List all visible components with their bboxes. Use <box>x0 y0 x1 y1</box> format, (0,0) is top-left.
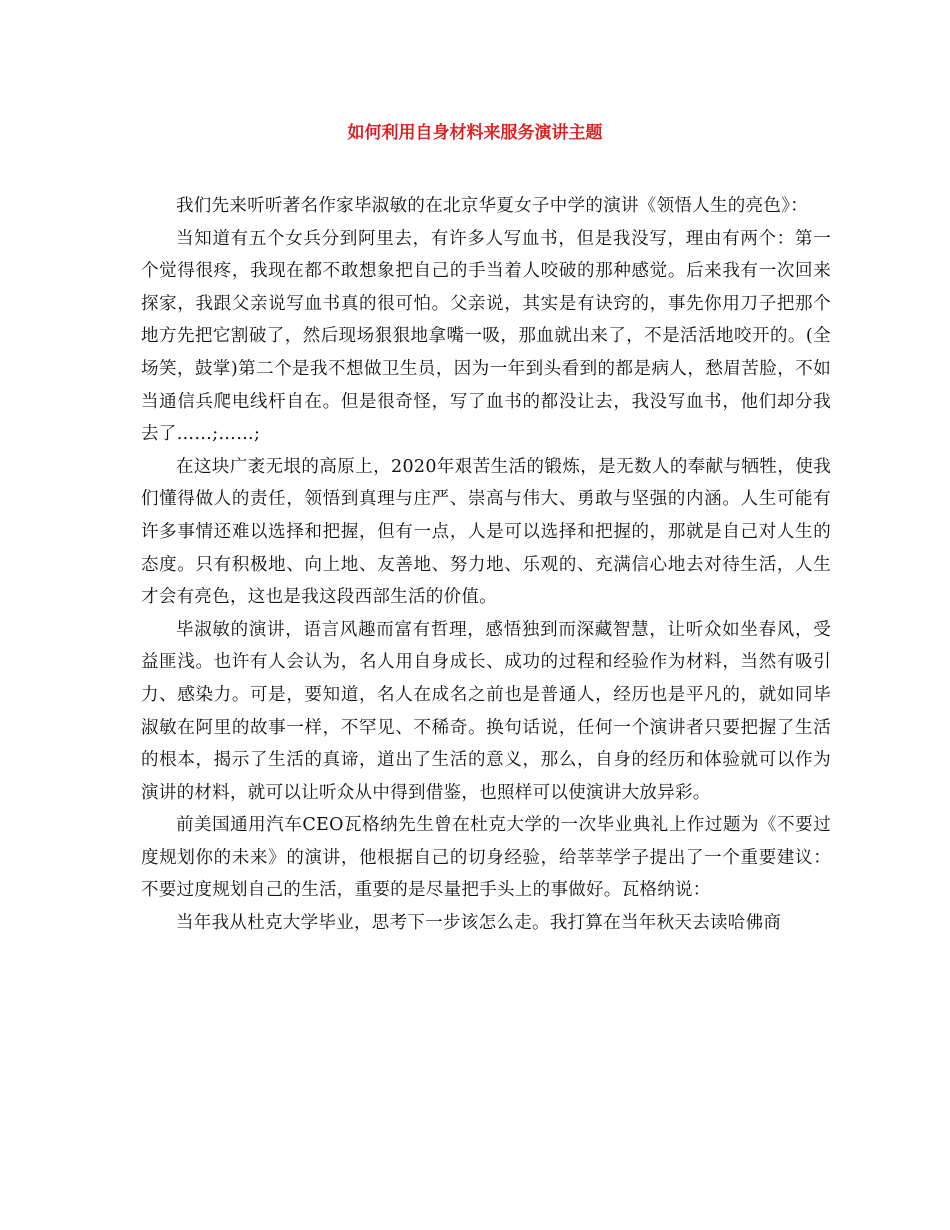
document-body <box>141 190 831 940</box>
paragraph: 前美国通用汽车CEO瓦格纳先生曾在杜克大学的一次毕业典礼上作过题为《不要过度规划你的未来》的演讲，他根据自己的切身经验，给莘莘学子提出了一个重要建议：不要过度规划自己的生活，重要的是尽量把手头上的事做好。瓦格纳说： <box>141 815 831 901</box>
paragraph: 当知道有五个女兵分到阿里去，有许多人写血书，但是我没写，理由有两个：第一个觉得很疼，我现在都不敢想象把自己的手当着人咬破的那种感觉。后来我有一次回来探家，我跟父亲说写血书真的很可怕。父亲说，其实是有诀窍的，事先你用刀子把那个地方先把它割破了，然后现场狠狠地拿嘴一吸，那血就出来了，不是活活地咬开的。(全场笑，鼓掌)第二个是我不想做卫生员，因为一年到头看到的都是病人，愁眉苦脸，不如当通信兵爬电线杆自在。但是很奇怪，写了血书的都没让去，我没写血书，他们却分我去了……;……; <box>141 228 831 445</box>
paragraph: 在这块广袤无垠的高原上，2020年艰苦生活的锻炼，是无数人的奉献与牺牲，使我们懂得做人的责任，领悟到真理与庄严、崇高与伟大、勇敢与坚强的内涵。人生可能有许多事情还难以选择和把握，但有一点，人是可以选择和把握的，那就是自己对人生的态度。只有积极地、向上地、友善地、努力地、乐观的、充满信心地去对待生活，人生才会有亮色，这也是我这段西部生活的价值。 <box>141 456 831 608</box>
paragraph: 当年我从杜克大学毕业，思考下一步该怎么走。我打算在当年秋天去读哈佛商 <box>176 913 782 934</box>
document-title: 如何利用自身材料来服务演讲主题 <box>347 123 603 143</box>
paragraph: 我们先来听听著名作家毕淑敏的在北京华夏女子中学的演讲《领悟人生的亮色》： <box>176 196 809 216</box>
paragraph: 毕淑敏的演讲，语言风趣而富有哲理，感悟独到而深藏智慧，让听众如坐春风，受益匪浅。也许有人会认为，名人用自身成长、成功的过程和经验作为材料，当然有吸引力、感染力。可是，要知道，名人在成名之前也是普通人，经历也是平凡的，就如同毕淑敏在阿里的故事一样，不罕见、不稀奇。换句话说，任何一个演讲者只要把握了生活的根本，揭示了生活的真谛，道出了生活的意义，那么，自身的经历和体验就可以作为演讲的材料，就可以让听众从中得到借鉴，也照样可以使演讲大放异彩。 <box>141 619 831 803</box>
